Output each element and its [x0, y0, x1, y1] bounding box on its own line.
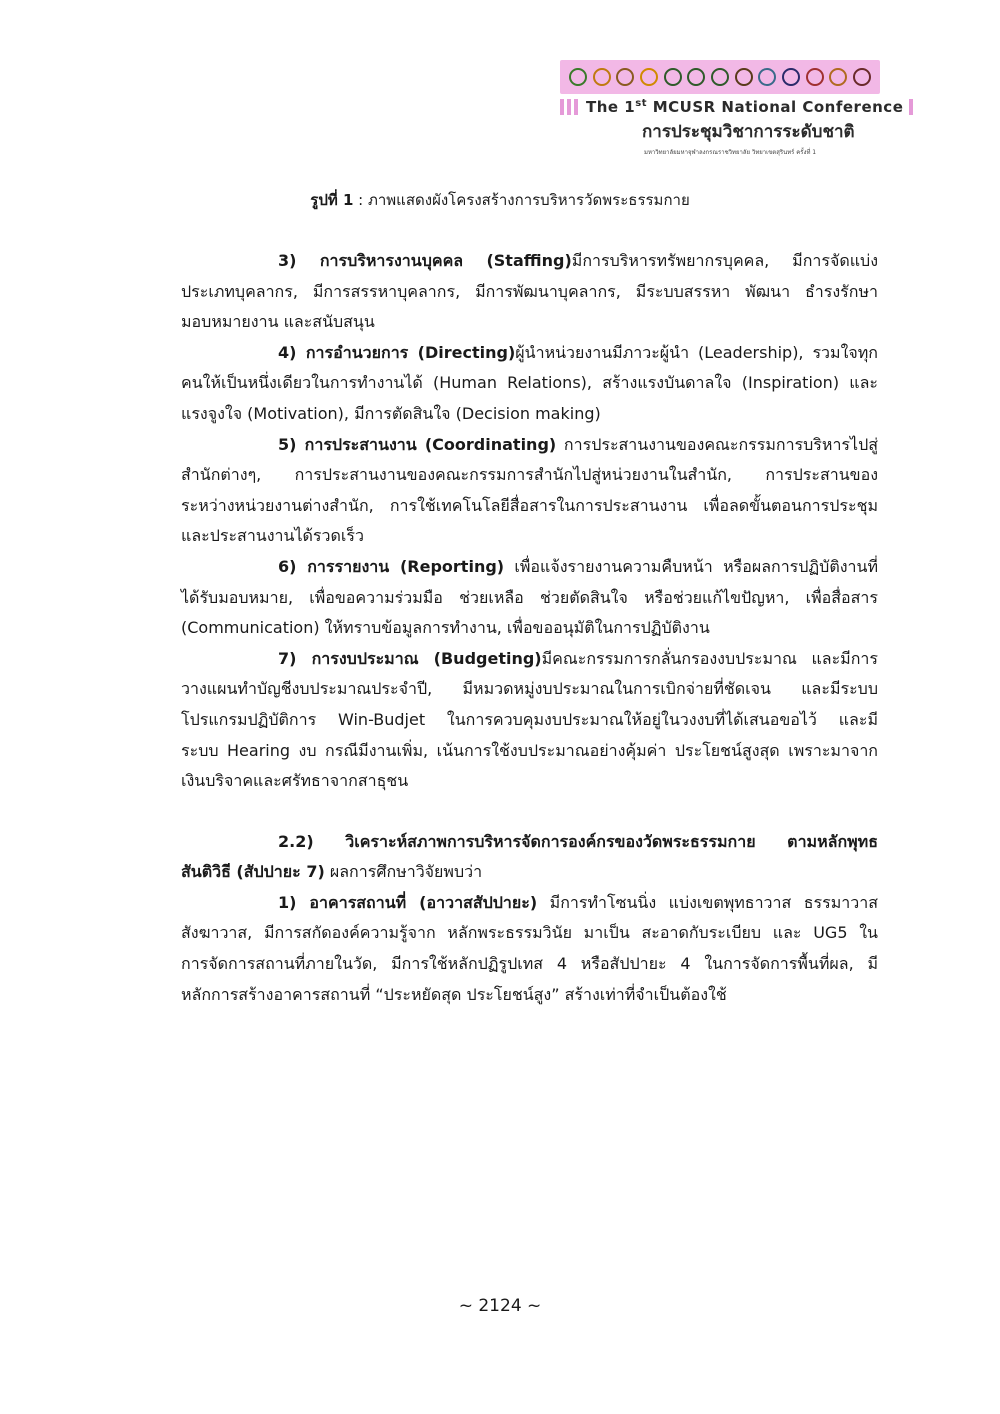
- text-line: สันติวิธี (สัปปายะ 7) ผลการศึกษาวิจัยพบว่า: [181, 862, 483, 882]
- institution-seal-icon: [640, 68, 658, 86]
- section-heading: สันติวิธี (สัปปายะ 7): [181, 862, 325, 882]
- text-line: ระบบ Hearing งบ กรณีมีงานเพิ่ม, เน้นการใช้งบประมาณอย่างคุ้มค่า ประโยชน์สูงสุด เพราะมาจาก: [181, 740, 878, 760]
- figure-label: รูปที่ 1: [310, 191, 354, 209]
- text-line: แรงจูงใจ (Motivation), มีการตัดสินใจ (Decision making): [181, 403, 601, 423]
- text-line: ระหว่างหน่วยงานต่างสำนัก, การใช้เทคโนโลยีสื่อสารในการประสานงาน เพื่อลดขั้นตอนการประชุม: [181, 495, 878, 515]
- paragraph-budgeting: 7) การงบประมาณ (Budgeting)มีคณะกรรมการกลั่นกรองงบประมาณ และมีการ: [278, 648, 878, 668]
- text-line: (Communication) ให้ทราบข้อมูลการทำงาน, เพื่อขออนุมัติในการปฏิบัติงาน: [181, 618, 710, 638]
- institution-seal-icon: [735, 68, 753, 86]
- text-line: โปรแกรมปฏิบัติการ Win-Budjet ในการควบคุมงบประมาณให้อยู่ในวงงบที่ได้เสนอขอไว้ และมี: [181, 709, 878, 729]
- institution-seal-icon: [616, 68, 634, 86]
- paragraph-heading: 6) การรายงาน (Reporting): [278, 556, 505, 576]
- institution-seal-icon: [782, 68, 800, 86]
- paragraph-directing: 4) การอำนวยการ (Directing)ผู้นำหน่วยงานมีภาวะผู้นำ (Leadership), รวมใจทุก: [278, 342, 878, 362]
- body-text: [181, 246, 878, 1010]
- figure-caption-text: : ภาพแสดงผังโครงสร้างการบริหารวัดพระธรรมกาย: [353, 191, 690, 209]
- institution-seal-icon: [664, 68, 682, 86]
- paragraph-heading: 4) การอำนวยการ (Directing): [278, 342, 516, 362]
- paragraph-premises: 1) อาคารสถานที่ (อาวาสสัปปายะ) มีการทำโซนนิ่ง แบ่งเขตพุทธาวาส ธรรมาวาส: [278, 892, 878, 912]
- paragraph-heading: 5) การประสานงาน (Coordinating): [278, 434, 557, 454]
- text-line: การจัดการสถานที่ภายในวัด, มีการใช้หลักปฏิรูปเทส 4 หรือสัปปายะ 4 ในการจัดการพื้นที่ผล, มี: [181, 954, 878, 974]
- figure-caption: [0, 188, 1000, 212]
- text-line: สำนักต่างๆ, การประสานงานของคณะกรรมการสำนักไปสู่หน่วยงานในสำนัก, การประสานของ: [181, 465, 878, 485]
- text-line: วางแผนทำบัญชีงบประมาณประจำปี, มีหมวดหมู่งบประมาณในการเบิกจ่ายที่ชัดเจน และมีระบบ: [181, 679, 878, 699]
- institution-logos-strip: [560, 60, 880, 94]
- conference-subtitle: มหาวิทยาลัยมหาจุฬาลงกรณราชวิทยาลัย วิทยาเขตสุรินทร์ ครั้งที่ 1: [644, 149, 817, 156]
- conference-header: [560, 60, 904, 157]
- text-line: คนให้เป็นหนึ่งเดียวในการทำงานได้ (Human Relations), สร้างแรงบันดาลใจ (Inspiration) และ: [181, 373, 878, 393]
- text-line: เงินบริจาคและศรัทธาจากสาธุชน: [181, 771, 409, 791]
- conference-title-row: [560, 98, 904, 116]
- paragraph-reporting: 6) การรายงาน (Reporting) เพื่อแจ้งรายงานความคืบหน้า หรือผลการปฏิบัติงานที่: [278, 556, 878, 576]
- conference-title: The 1st MCUSR National Conference: [586, 98, 904, 116]
- paragraph-spacer: [181, 797, 878, 827]
- institution-seal-icon: [593, 68, 611, 86]
- section-heading: 2.2) วิเคราะห์สภาพการบริหารจัดการองค์กรของวัดพระธรรมกาย ตามหลักพุทธ: [278, 831, 878, 851]
- text-line: ประเภทบุคลากร, มีการสรรหาบุคลากร, มีการพัฒนาบุคลากร, มีระบบสรรหา พัฒนา ธำรงรักษา: [181, 281, 878, 301]
- institution-seal-icon: [569, 68, 587, 86]
- text-line: มอบหมายงาน และสนับสนุน: [181, 312, 375, 332]
- paragraph-heading: 3) การบริหารงานบุคคล (Staffing): [278, 251, 572, 270]
- decorative-bars: [560, 99, 578, 115]
- text-line: หลักการสร้างอาคารสถานที่ “ประหยัดสุด ประโยชน์สูง” สร้างเท่าที่จำเป็นต้องใช้: [181, 984, 727, 1004]
- decorative-bars: [909, 99, 913, 115]
- institution-seal-icon: [806, 68, 824, 86]
- institution-seal-icon: [711, 68, 729, 86]
- section-heading-2-2: [181, 827, 878, 858]
- institution-seal-icon: [829, 68, 847, 86]
- paragraph-heading: 7) การงบประมาณ (Budgeting): [278, 648, 542, 668]
- text-line: ได้รับมอบหมาย, เพื่อขอความร่วมมือ ช่วยเหลือ ช่วยตัดสินใจ หรือช่วยแก้ไขปัญหา, เพื่อสื่อสาร: [181, 587, 878, 607]
- institution-seal-icon: [853, 68, 871, 86]
- institution-seal-icon: [758, 68, 776, 86]
- paragraph-staffing: 3) การบริหารงานบุคคล (Staffing)มีการบริหารทรัพยากรบุคคล, มีการจัดแบ่ง: [278, 251, 879, 270]
- text-line: สังฆาวาส, มีการสกัดองค์ความรู้จาก หลักพระธรรมวินัย มาเป็น สะอาดกับระเบียบ และ UG5 ใน: [181, 923, 878, 943]
- text-line: และประสานงานได้รวดเร็ว: [181, 526, 364, 546]
- page-number: ~ 2124 ~: [458, 1296, 542, 1316]
- paragraph-heading: 1) อาคารสถานที่ (อาวาสสัปปายะ): [278, 892, 538, 912]
- institution-seal-icon: [687, 68, 705, 86]
- paragraph-coordinating: 5) การประสานงาน (Coordinating) การประสานงานของคณะกรรมการบริหารไปสู่: [278, 434, 878, 454]
- conference-title-thai: การประชุมวิชาการระดับชาติ: [642, 122, 855, 142]
